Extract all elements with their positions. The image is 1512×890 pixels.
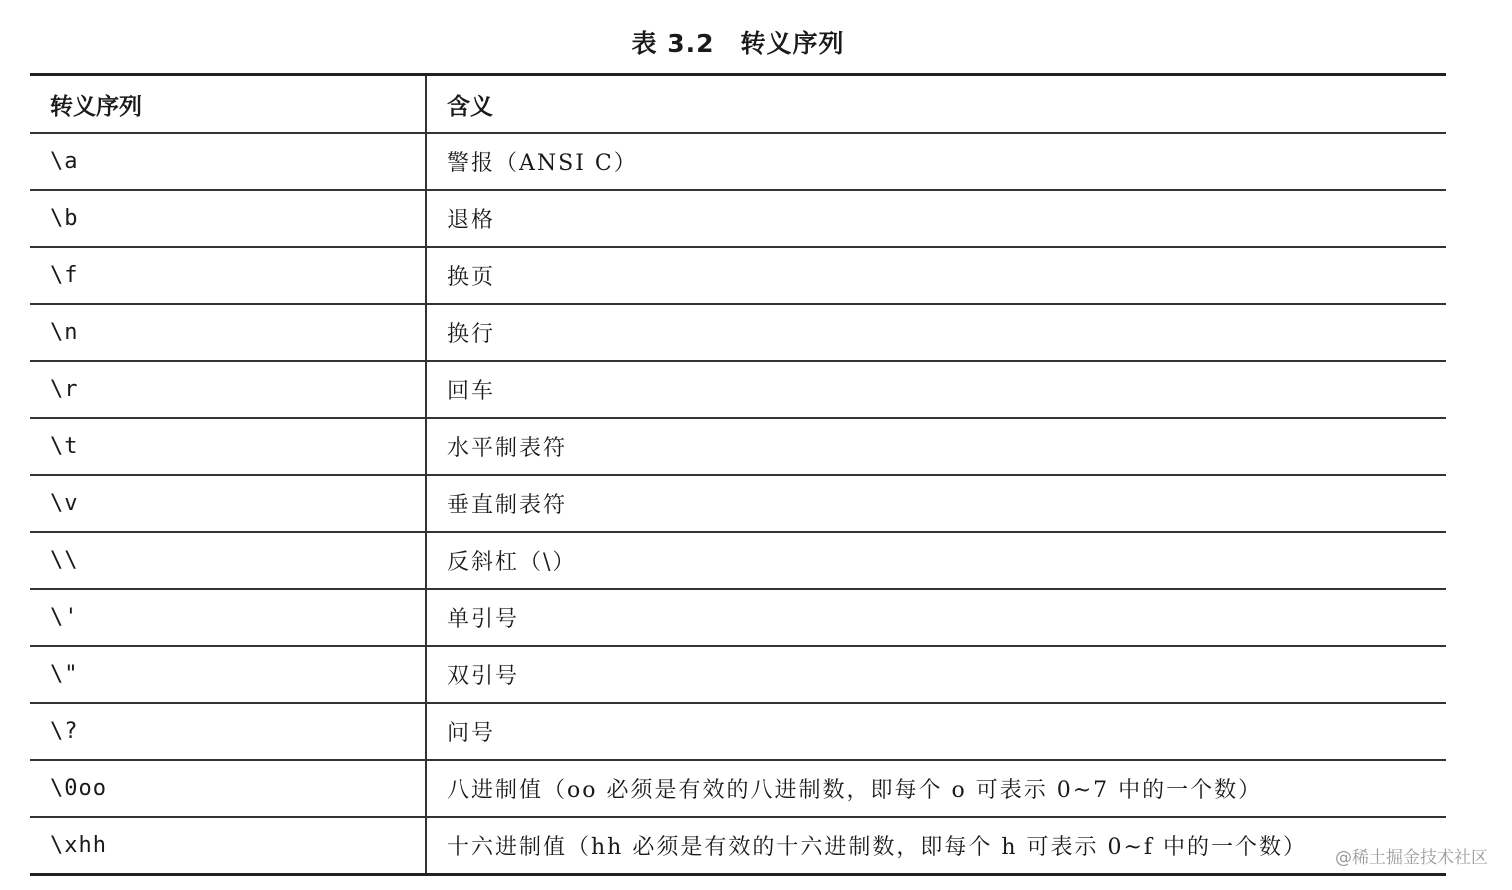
sequence-cell: \v xyxy=(30,475,426,532)
sequence-cell: \b xyxy=(30,190,426,247)
meaning-cell: 双引号 xyxy=(426,646,1446,703)
header-sequence: 转义序列 xyxy=(30,75,426,134)
sequence-cell: \xhh xyxy=(30,817,426,875)
header-row xyxy=(30,75,1446,134)
watermark: @稀土掘金技术社区 xyxy=(1333,842,1490,869)
meaning-cell: 退格 xyxy=(426,190,1446,247)
sequence-cell: \t xyxy=(30,418,426,475)
sequence-cell: \r xyxy=(30,361,426,418)
table-title: 转义序列 xyxy=(740,29,845,58)
table-row xyxy=(30,760,1446,817)
table-row xyxy=(30,247,1446,304)
table-row xyxy=(30,646,1446,703)
meaning-cell: 八进制值（oo 必须是有效的八进制数，即每个 o 可表示 0~7 中的一个数） xyxy=(426,760,1446,817)
table-caption xyxy=(0,24,1476,64)
table-row xyxy=(30,703,1446,760)
table-row xyxy=(30,589,1446,646)
meaning-cell: 问号 xyxy=(426,703,1446,760)
table-number: 表 3.2 xyxy=(631,29,715,58)
header-meaning: 含义 xyxy=(426,75,1446,134)
table-row xyxy=(30,475,1446,532)
sequence-cell: \a xyxy=(30,133,426,190)
table-row xyxy=(30,304,1446,361)
sequence-cell: \f xyxy=(30,247,426,304)
sequence-cell: \n xyxy=(30,304,426,361)
table-row xyxy=(30,361,1446,418)
sequence-cell: \\ xyxy=(30,532,426,589)
escape-sequence-table xyxy=(30,73,1446,876)
meaning-cell: 换页 xyxy=(426,247,1446,304)
sequence-cell: \0oo xyxy=(30,760,426,817)
meaning-cell: 换行 xyxy=(426,304,1446,361)
meaning-cell: 回车 xyxy=(426,361,1446,418)
table-row xyxy=(30,817,1446,875)
table-row xyxy=(30,133,1446,190)
meaning-cell: 反斜杠（\） xyxy=(426,532,1446,589)
meaning-cell: 水平制表符 xyxy=(426,418,1446,475)
meaning-cell: 警报（ANSI C） xyxy=(426,133,1446,190)
sequence-cell: \' xyxy=(30,589,426,646)
table-row xyxy=(30,190,1446,247)
sequence-cell: \? xyxy=(30,703,426,760)
table-row xyxy=(30,418,1446,475)
meaning-cell: 单引号 xyxy=(426,589,1446,646)
sequence-cell: \" xyxy=(30,646,426,703)
table-row xyxy=(30,532,1446,589)
meaning-cell: 垂直制表符 xyxy=(426,475,1446,532)
meaning-cell: 十六进制值（hh 必须是有效的十六进制数，即每个 h 可表示 0~f 中的一个数） xyxy=(447,835,1308,860)
